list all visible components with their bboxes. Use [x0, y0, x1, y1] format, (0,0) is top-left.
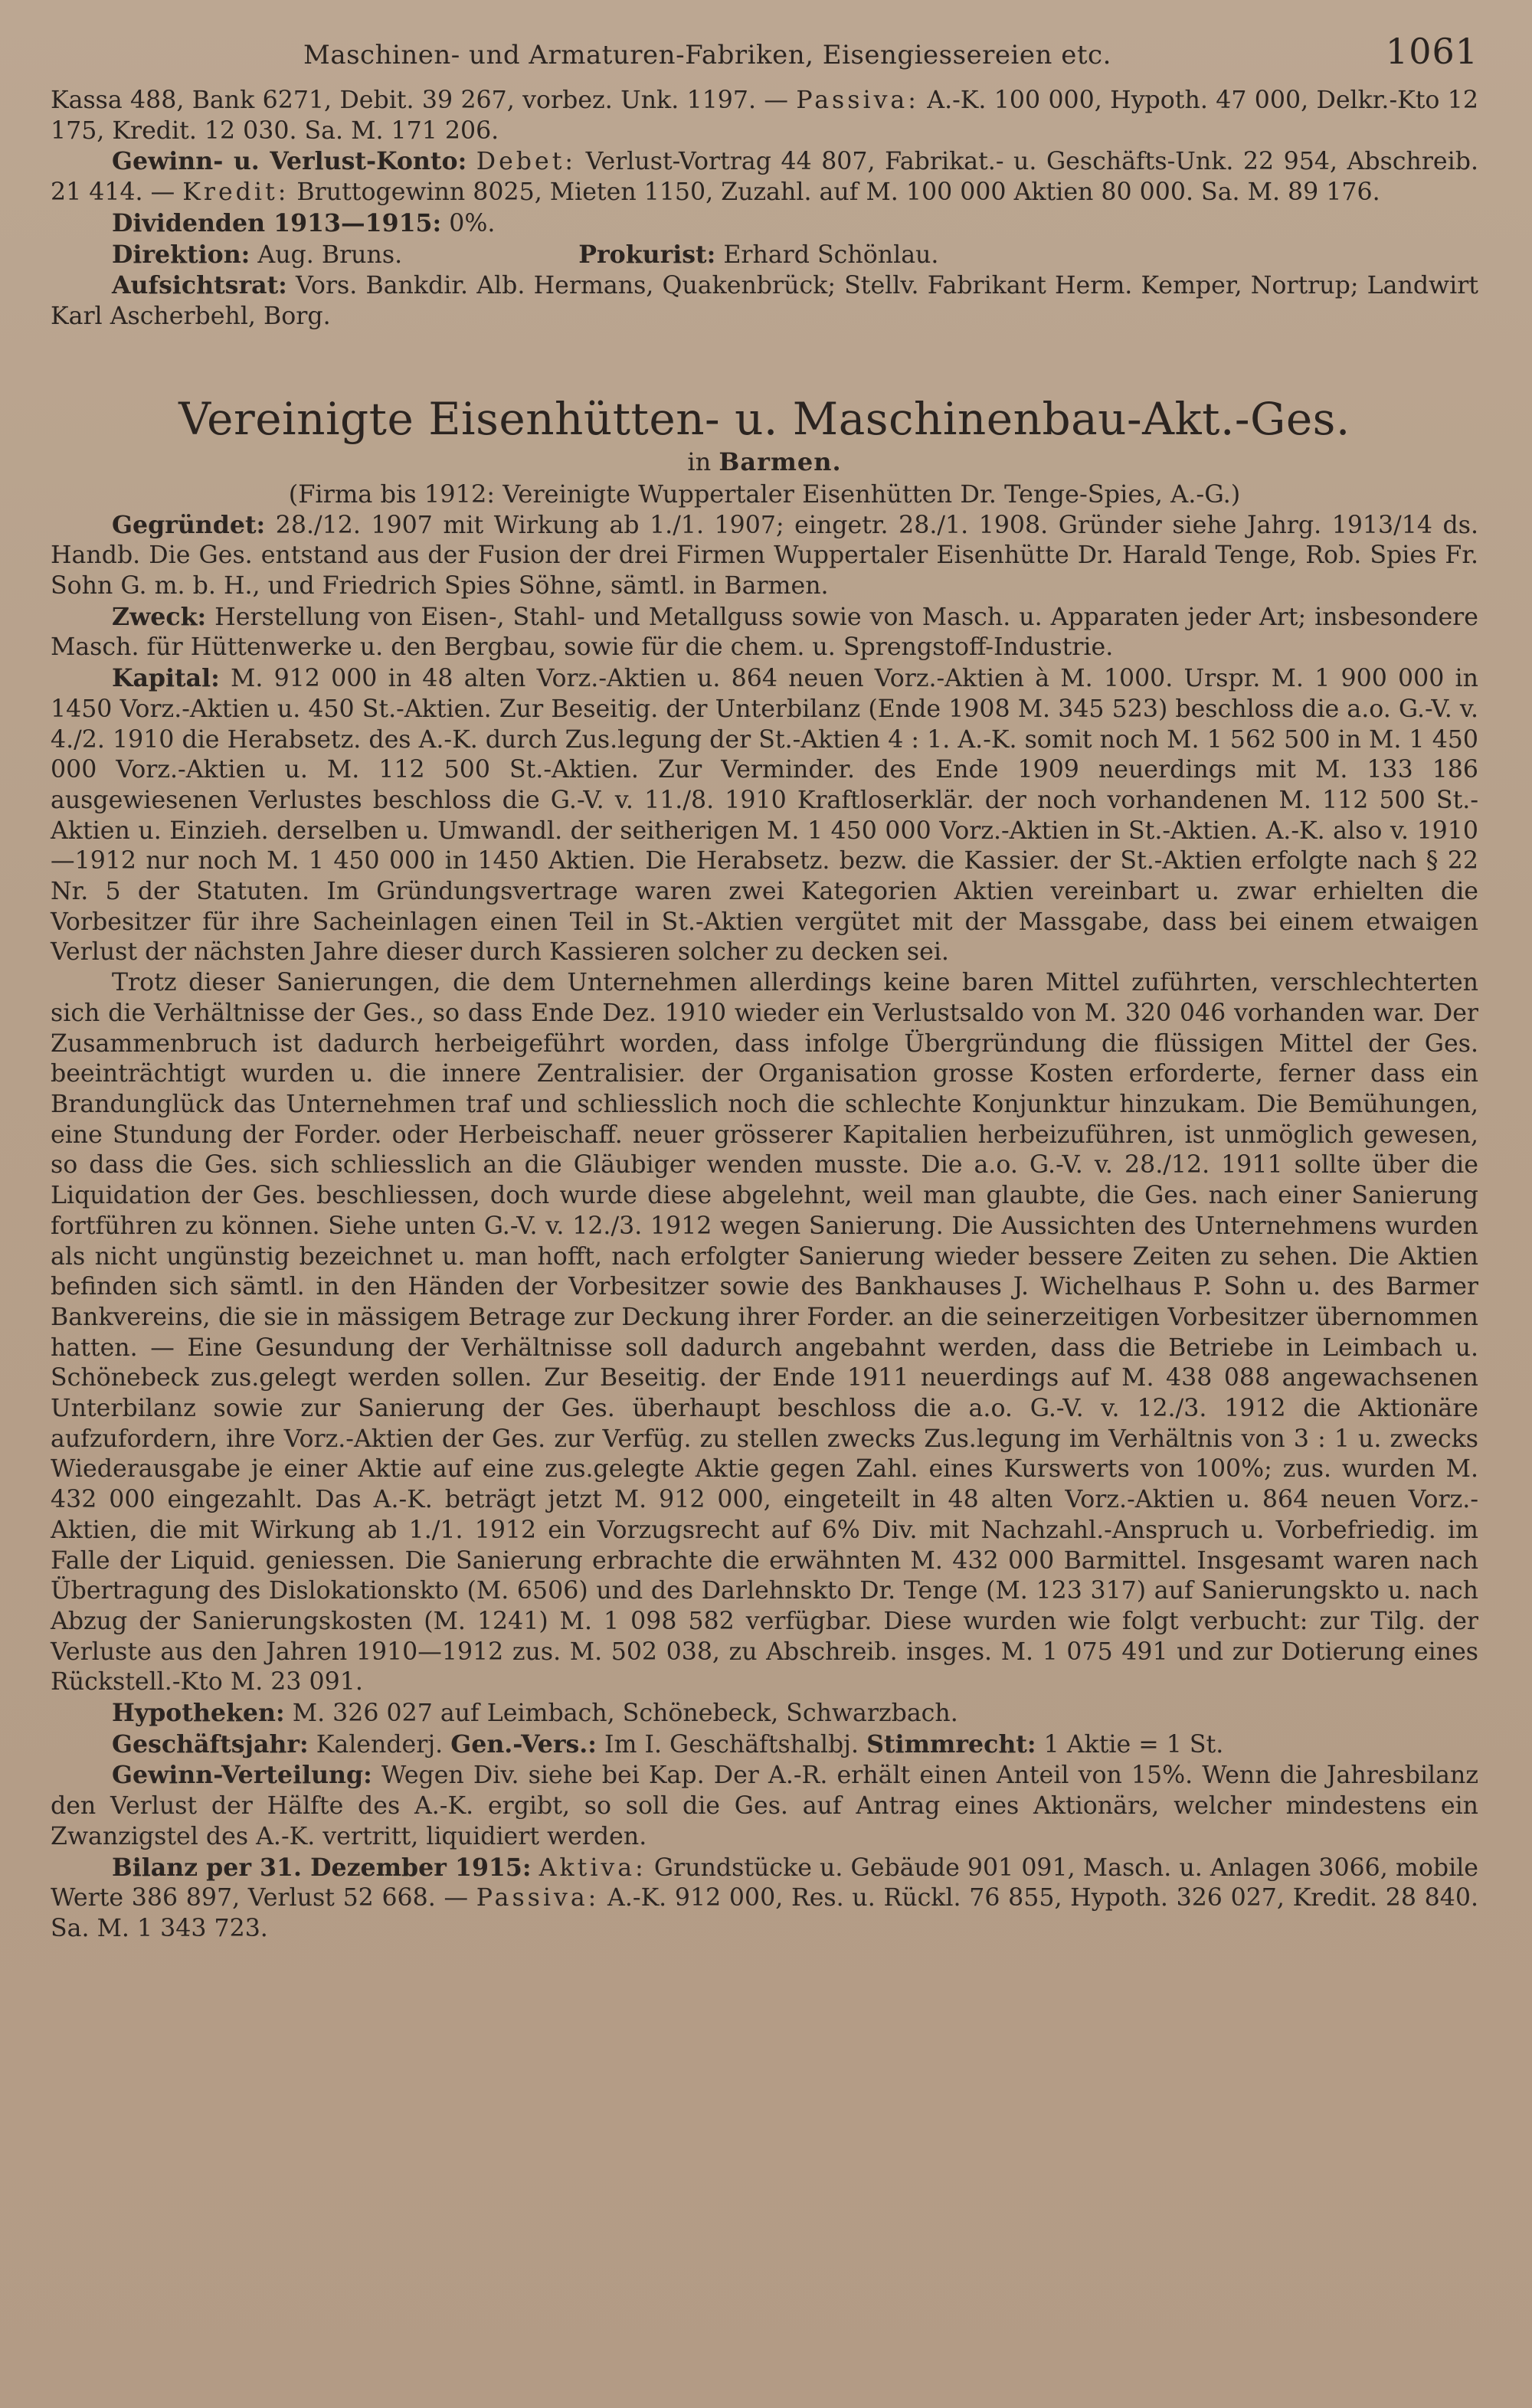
gegruendet-label: Gegründet:	[112, 510, 266, 539]
stimmrecht-label: Stimmrecht:	[866, 1729, 1036, 1759]
company-entry	[51, 510, 1478, 1945]
geschaeftsjahr-row	[51, 1729, 1478, 1761]
sanierung-text: Trotz dieser Sanierungen, die dem Unternehmen allerdings keine baren Mittel zuführten, verschlechterten sich die Verhältnisse der Ges., so dass Ende Dez. 1910 wieder ein Verlustsaldo von M. 320 046 vorhanden war. Der Zusammenbruch ist dadurch herbeigeführt worden, dass infolge Übergründung die flüssigen Mittel der Ges. beeinträchtigt wurden u. die innere Zentralisier. der Organisation grosse Kosten erforderte, ferner dass ein Brandunglück das Unternehmen traf und schliesslich noch die schlechte Konjunktur hinzukam. Die Bemühungen, eine Stundung der Forder. oder Herbeischaff. neuer grösserer Kapitalien herbeizuführen, ist unmöglich gewesen, so dass die Ges. sich schliesslich an die Gläubiger wenden musste. Die a.o. G.-V. v. 28./12. 1911 sollte über die Liquidation der Ges. beschliessen, doch wurde diese abgelehnt, weil man glaubte, die Ges. nach einer Sanierung fortführen zu können. Siehe unten G.-V. v. 12./3. 1912 wegen Sanierung. Die Aussichten des Unternehmens wurden als nicht ungünstig bezeichnet u. man hofft, nach erfolgter Sanierung wieder bessere Zeiten zu sehen. Die Aktien befinden sich sämtl. in den Händen der Vorbesitzer sowie des Bankhauses J. Wichelhaus P. Sohn u. des Barmer Bankvereins, die sie in mässigem Betrage zur Deckung ihrer Forder. an die seinerzeitigen Vorbesitzer übernommen hatten. — Eine Gesundung der Verhältnisse soll dadurch angebahnt werden, dass die Betriebe in Leimbach u. Schönebeck zus.gelegt werden sollen. Zur Beseitig. der Ende 1911 neuerdings auf M. 438 088 angewachsenen Unterbilanz sowie zur Sanierung der Ges. überhaupt beschloss die a.o. G.-V. v. 12./3. 1912 die Aktionäre aufzufordern, ihre Vorz.-Aktien der Ges. zur Verfüg. zu stellen zwecks Zus.legung im Verhältnis von 3 : 1 u. zwecks Wiederausgabe je einer Aktie auf eine zus.gelegte Aktie gegen Zahl. eines Kurswerts von 100%; zus. wurden M. 432 000 eingezahlt. Das A.-K. beträgt jetzt M. 912 000, eingeteilt in 48 alten Vorz.-Aktien u. 864 neuen Vorz.-Aktien, die mit Wirkung ab 1./1. 1912 ein Vorzugsrecht auf 6% Div. mit Nachzahl.-Anspruch u. Vorbefriedig. im Falle der Liquid. geniessen. Die Sanierung erbrachte die erwähnten M. 432 000 Barmittel. Insgesamt waren nach Übertragung des Dislokationskto (M. 6506) und des Darlehnskto Dr. Tenge (M. 123 317) auf Sanierungskto u. nach Abzug der Sanierungskosten (M. 1241) M. 1 098 582 verfügbar. Diese wurden wie folgt verbucht: zur Tilg. der Verluste aus den Jahren 1910—1912 zus. M. 502 038, zu Abschreib. insges. M. 1 075 491 und zur Dotierung eines Rückstell.-Kto M. 23 091.	[51, 969, 1478, 1696]
prokurist-value: Erhard Schönlau.	[723, 240, 939, 269]
aufsichtsrat-value: Vors. Bankdir. Alb. Hermans, Quakenbrück; Stellv. Fabrikant Herm. Kemper, Nortrup; Landwirt Karl Ascherbehl, Borg.	[51, 272, 1478, 330]
stimmrecht-value: 1 Aktie = 1 St.	[1043, 1730, 1224, 1759]
bilanz	[51, 1853, 1478, 1945]
kapital	[51, 663, 1478, 968]
direktion-label: Direktion:	[112, 240, 250, 269]
bilanz-label: Bilanz per 31. Dezember 1915:	[112, 1853, 532, 1882]
zweck	[51, 602, 1478, 663]
hypotheken-label: Hypotheken:	[112, 1699, 285, 1728]
debet-label: Debet:	[476, 148, 577, 176]
gv-konto-label: Gewinn- u. Verlust-Konto:	[112, 147, 467, 176]
dividenden	[51, 208, 1478, 240]
hypotheken	[51, 1698, 1478, 1729]
aufsichtsrat-label: Aufsichtsrat:	[112, 271, 287, 300]
aktiva-label: Aktiva:	[538, 1853, 647, 1882]
passiva-label: Passiva:	[476, 1884, 600, 1912]
company-former-name: (Firma bis 1912: Vereinigte Wuppertaler Eisenhütten Dr. Tenge-Spies, A.-G.)	[288, 479, 1241, 509]
prokurist-label: Prokurist:	[578, 240, 716, 269]
page-number: 1061	[1385, 31, 1478, 72]
company-in-word: in	[687, 447, 712, 476]
passiva-text: A.-K. 912 000, Res. u. Rückl. 76 855, Hypoth. 326 027, Kredit. 28 840. Sa. M. 1 343 723.	[51, 1884, 1479, 1942]
aufsichtsrat	[51, 270, 1478, 332]
gegruendet	[51, 510, 1478, 602]
direktion-value: Aug. Bruns.	[257, 240, 403, 269]
company-location	[51, 446, 1478, 478]
hypotheken-text: M. 326 027 auf Leimbach, Schönebeck, Schwarzbach.	[292, 1700, 958, 1728]
kredit-text: Bruttogewinn 8025, Mieten 1150, Zuzahl. auf M. 100 000 Aktien 80 000. Sa. M. 89 176.	[296, 178, 1380, 207]
dividenden-label: Dividenden 1913—1915:	[112, 208, 442, 237]
passiva-text: A.-K. 100 000, Hypoth. 47 000, Delkr.-Kto 12 175, Kredit. 12 030. Sa. M. 171 206.	[51, 87, 1478, 145]
aktiva-text: Grundstücke u. Gebäude 901 091, Masch. u. Anlagen 3066, mobile Werte 386 897, Verlust 52 668. —	[51, 1853, 1479, 1912]
geschaeftsjahr-label: Geschäftsjahr:	[112, 1729, 309, 1759]
gewinn-verteilung-text: Wegen Div. siehe bei Kap. Der A.-R. erhält einen Anteil von 15%. Wenn die Jahresbilanz den Verlust der Hälfte des A.-K. ergibt, so soll die Ges. auf Antrag eines Aktionärs, welcher mindestens ein Zwanzigstel des A.-K. vertritt, liquidiert werden.	[51, 1762, 1478, 1850]
gen-vers-label: Gen.-Vers.:	[450, 1729, 597, 1759]
zweck-text: Herstellung von Eisen-, Stahl- und Metallguss sowie von Masch. u. Apparaten jeder Art; insbesondere Masch. für Hüttenwerke u. den Bergbau, sowie für die chem. u. Sprengstoff-Industrie.	[51, 603, 1478, 662]
debet-text: Verlust-Vortrag 44 807, Fabrikat.- u. Geschäfts-Unk. 22 954, Abschreib. 21 414. —	[51, 148, 1478, 207]
company-city: Barmen.	[719, 447, 842, 476]
gv-konto	[51, 146, 1478, 208]
kredit-label: Kredit:	[182, 178, 290, 207]
balance-continued	[51, 86, 1478, 146]
passiva-label: Passiva:	[796, 87, 919, 114]
previous-entry	[51, 86, 1478, 332]
kapital-text: M. 912 000 in 48 alten Vorz.-Aktien u. 864 neuen Vorz.-Aktien à M. 1000. Urspr. M. 1 900 000 in 1450 Vorz.-Aktien u. 450 St.-Aktien. Zur Beseitig. der Unterbilanz (Ende 1908 M. 345 523) beschloss die a.o. G.-V. v. 4./2. 1910 die Herabsetz. des A.-K. durch Zus.legung der St.-Aktien 4 : 1. A.-K. somit noch M. 1 562 500 in M. 1 450 000 Vorz.-Aktien u. M. 112 500 St.-Aktien. Zur Verminder. des Ende 1909 neuerdings mit M. 133 186 ausgewiesenen Verlustes beschloss die G.-V. v. 11./8. 1910 Kraftloserklär. der noch vorhandenen M. 112 500 St.-Aktien u. Einzieh. derselben u. Umwandl. der seitherigen M. 1 450 000 Vorz.-Aktien in St.-Aktien. A.-K. also v. 1910—1912 nur noch M. 1 450 000 in 1450 Aktien. Die Herabsetz. bezw. die Kassier. der St.-Aktien erfolgte nach § 22 Nr. 5 der Statuten. Im Gründungsvertrage waren zwei Kategorien Aktien vereinbart u. zwar erhielten die Vorbesitzer für ihre Sacheinlagen einen Teil in St.-Aktien vergütet mit der Massgabe, dass bei einem etwaigen Verlust der nächsten Jahre dieser durch Kassieren solcher zu decken sei.	[51, 665, 1478, 967]
company-name: Vereinigte Eisenhütten- u. Maschinenbau-Akt.-Ges.	[178, 392, 1350, 445]
gen-vers-value: Im I. Geschäftshalbj.	[604, 1730, 859, 1759]
gewinn-verteilung-label: Gewinn-Verteilung:	[112, 1761, 372, 1790]
running-header	[51, 31, 1478, 86]
dividenden-value: 0%.	[449, 209, 496, 237]
gegruendet-text: 28./12. 1907 mit Wirkung ab 1./1. 1907; eingetr. 28./1. 1908. Gründer siehe Jahrg. 1913/14 ds. Handb. Die Ges. entstand aus der Fusion der drei Firmen Wuppertaler Eisenhütte Dr. Harald Tenge, Rob. Spies Fr. Sohn G. m. b. H., und Friedrich Spies Söhne, sämtl. in Barmen.	[51, 511, 1478, 600]
kapital-label: Kapital:	[112, 664, 220, 693]
gewinn-verteilung	[51, 1760, 1478, 1852]
direktion	[51, 240, 1478, 271]
zweck-label: Zweck:	[112, 602, 207, 631]
geschaeftsjahr-value: Kalenderj.	[316, 1730, 444, 1759]
running-title: Maschinen- und Armaturen-Fabriken, Eisengiessereien etc.	[303, 40, 1111, 70]
kassa-text: Kassa 488, Bank 6271, Debit. 39 267, vorbez. Unk. 1197. —	[51, 87, 788, 114]
